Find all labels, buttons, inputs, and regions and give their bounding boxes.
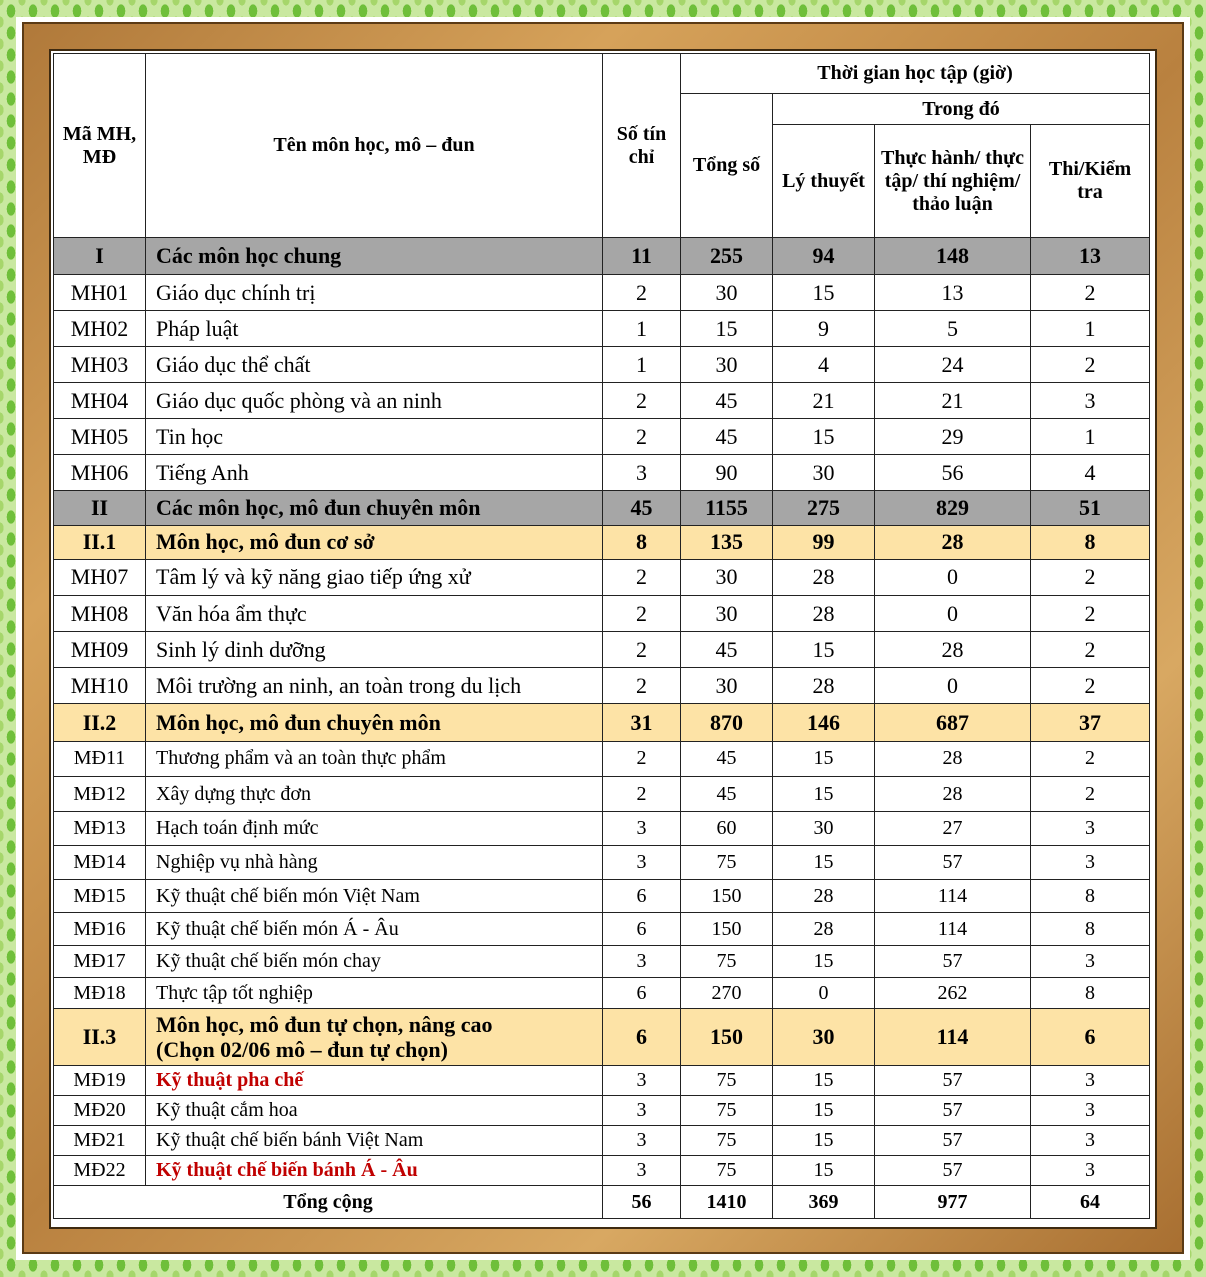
cell-code: MĐ22: [54, 1155, 146, 1185]
cell-total: 75: [681, 846, 773, 880]
header-of-which: Trong đó: [773, 94, 1150, 125]
cell-code: MH01: [54, 275, 146, 311]
cell-name: Sinh lý dinh dưỡng: [146, 631, 603, 667]
cell-total: 75: [681, 1065, 773, 1095]
cell-practice: 114: [875, 1009, 1031, 1065]
cell-theory: 4: [773, 347, 875, 383]
cell-practice: 0: [875, 667, 1031, 703]
cell-exam: 2: [1031, 741, 1150, 776]
cell-practice: 57: [875, 1125, 1031, 1155]
cell-theory: 15: [773, 419, 875, 455]
cell-total: 255: [681, 238, 773, 275]
cell-practice: 13: [875, 275, 1031, 311]
cell-total: 45: [681, 419, 773, 455]
header-time-group: Thời gian học tập (giờ): [681, 54, 1150, 94]
cell-practice: 829: [875, 491, 1031, 525]
cell-name: Môi trường an ninh, an toàn trong du lịch: [146, 667, 603, 703]
cell-credits: 2: [603, 631, 681, 667]
cell-code: MĐ14: [54, 846, 146, 880]
cell-practice: 28: [875, 631, 1031, 667]
cell-exam: 8: [1031, 978, 1150, 1009]
cell-name: Các môn học chung: [146, 238, 603, 275]
cell-practice: 56: [875, 455, 1031, 491]
cell-practice: 5: [875, 311, 1031, 347]
table-row: [54, 1009, 1150, 1065]
header-code: Mã MH, MĐ: [54, 54, 146, 238]
cell-exam: 1: [1031, 311, 1150, 347]
cell-name: Giáo dục quốc phòng và an ninh: [146, 383, 603, 419]
cell-theory: 15: [773, 275, 875, 311]
cell-total: 870: [681, 703, 773, 741]
cell-name-line1: Môn học, mô đun tự chọn, nâng cao: [156, 1011, 493, 1037]
cell-total: 90: [681, 455, 773, 491]
cell-total: 75: [681, 1125, 773, 1155]
cell-practice: 114: [875, 880, 1031, 913]
cell-total: 15: [681, 311, 773, 347]
cell-exam: 8: [1031, 880, 1150, 913]
total-practice: 977: [875, 1186, 1031, 1219]
cell-theory: 275: [773, 491, 875, 525]
cell-name: Kỹ thuật chế biến món Á - Âu: [146, 913, 603, 946]
cell-theory: 28: [773, 913, 875, 946]
header-practice: Thực hành/ thực tập/ thí nghiệm/ thảo luận: [875, 125, 1031, 238]
cell-theory: 15: [773, 846, 875, 880]
cell-total: 30: [681, 347, 773, 383]
cell-code: MH09: [54, 631, 146, 667]
table-row: [54, 238, 1150, 275]
cell-credits: 2: [603, 419, 681, 455]
cell-practice: 24: [875, 347, 1031, 383]
cell-name: Kỹ thuật cắm hoa: [146, 1095, 603, 1125]
table-row: [54, 978, 1150, 1009]
table-row: [54, 1065, 1150, 1095]
cell-code: MH07: [54, 559, 146, 595]
cell-name: Kỹ thuật chế biến món Việt Nam: [146, 880, 603, 913]
cell-name: Giáo dục thể chất: [146, 347, 603, 383]
table-row: [54, 741, 1150, 776]
cell-name: Kỹ thuật chế biến bánh Á - Âu: [146, 1155, 603, 1185]
cell-exam: 3: [1031, 1155, 1150, 1185]
cell-total: 1155: [681, 491, 773, 525]
cell-practice: 262: [875, 978, 1031, 1009]
cell-name: Giáo dục chính trị: [146, 275, 603, 311]
table-row: [54, 776, 1150, 811]
cell-name: Nghiệp vụ nhà hàng: [146, 846, 603, 880]
cell-practice: 28: [875, 525, 1031, 559]
cell-practice: 57: [875, 1155, 1031, 1185]
cell-credits: 3: [603, 1125, 681, 1155]
cell-exam: 3: [1031, 1125, 1150, 1155]
table-row: [54, 559, 1150, 595]
cell-code: MĐ21: [54, 1125, 146, 1155]
table-row: [54, 631, 1150, 667]
table-row: [54, 383, 1150, 419]
header-name: Tên môn học, mô – đun: [146, 54, 603, 238]
cell-theory: 28: [773, 595, 875, 631]
cell-name-line2: (Chọn 02/06 mô – đun tự chọn): [156, 1036, 448, 1062]
cell-total: 60: [681, 812, 773, 846]
cell-name: Môn học, mô đun cơ sở: [146, 525, 603, 559]
cell-exam: 4: [1031, 455, 1150, 491]
cell-code: I: [54, 238, 146, 275]
cell-theory: 15: [773, 776, 875, 811]
cell-practice: 148: [875, 238, 1031, 275]
cell-theory: 94: [773, 238, 875, 275]
cell-exam: 3: [1031, 383, 1150, 419]
cell-code: MĐ11: [54, 741, 146, 776]
cell-theory: 15: [773, 741, 875, 776]
cell-name: Thực tập tốt nghiệp: [146, 978, 603, 1009]
table-row: [54, 311, 1150, 347]
cell-code: MĐ16: [54, 913, 146, 946]
table-row: [54, 491, 1150, 525]
table-row: [54, 1155, 1150, 1185]
cell-total: 45: [681, 741, 773, 776]
cell-exam: 2: [1031, 595, 1150, 631]
cell-practice: 57: [875, 846, 1031, 880]
cell-practice: 57: [875, 1065, 1031, 1095]
cell-name: Xây dựng thực đơn: [146, 776, 603, 811]
cell-credits: 3: [603, 846, 681, 880]
table-row: [54, 455, 1150, 491]
cell-total: 30: [681, 559, 773, 595]
cell-practice: 21: [875, 383, 1031, 419]
cell-total: 30: [681, 275, 773, 311]
cell-credits: 3: [603, 812, 681, 846]
cell-theory: 99: [773, 525, 875, 559]
cell-credits: 6: [603, 978, 681, 1009]
cell-code: MĐ20: [54, 1095, 146, 1125]
cell-credits: 6: [603, 913, 681, 946]
cell-code: MH02: [54, 311, 146, 347]
cell-theory: 15: [773, 1095, 875, 1125]
table-row: [54, 1125, 1150, 1155]
cell-theory: 15: [773, 631, 875, 667]
cell-total: 150: [681, 880, 773, 913]
cell-total: 75: [681, 1095, 773, 1125]
cell-credits: 45: [603, 491, 681, 525]
cell-practice: 57: [875, 1095, 1031, 1125]
cell-practice: 28: [875, 741, 1031, 776]
cell-practice: 0: [875, 559, 1031, 595]
cell-exam: 37: [1031, 703, 1150, 741]
cell-total: 135: [681, 525, 773, 559]
header-theory: Lý thuyết: [773, 125, 875, 238]
cell-total: 270: [681, 978, 773, 1009]
cell-theory: 15: [773, 946, 875, 978]
total-hours: 1410: [681, 1186, 773, 1219]
cell-credits: 8: [603, 525, 681, 559]
cell-total: 30: [681, 667, 773, 703]
cell-code: MĐ18: [54, 978, 146, 1009]
cell-code: MH04: [54, 383, 146, 419]
cell-code: MH08: [54, 595, 146, 631]
table-row: [54, 595, 1150, 631]
cell-name: Các môn học, mô đun chuyên môn: [146, 491, 603, 525]
cell-credits: 2: [603, 667, 681, 703]
cell-name: Kỹ thuật chế biến bánh Việt Nam: [146, 1125, 603, 1155]
cell-exam: 8: [1031, 525, 1150, 559]
cell-code: II.3: [54, 1009, 146, 1065]
cell-total: 150: [681, 913, 773, 946]
cell-theory: 15: [773, 1065, 875, 1095]
cell-practice: 28: [875, 776, 1031, 811]
cell-name: Pháp luật: [146, 311, 603, 347]
cell-name: Tin học: [146, 419, 603, 455]
cell-code: MH03: [54, 347, 146, 383]
cell-name: Kỹ thuật pha chế: [146, 1065, 603, 1095]
cell-total: 45: [681, 776, 773, 811]
cell-credits: 2: [603, 383, 681, 419]
cell-credits: 6: [603, 880, 681, 913]
table-row: [54, 667, 1150, 703]
total-theory: 369: [773, 1186, 875, 1219]
cell-theory: 28: [773, 880, 875, 913]
cell-theory: 28: [773, 667, 875, 703]
cell-credits: 2: [603, 595, 681, 631]
cell-exam: 2: [1031, 631, 1150, 667]
cell-name: Thương phẩm và an toàn thực phẩm: [146, 741, 603, 776]
cell-total: 30: [681, 595, 773, 631]
cell-name: Hạch toán định mức: [146, 812, 603, 846]
cell-name: Kỹ thuật chế biến món chay: [146, 946, 603, 978]
cell-credits: 2: [603, 559, 681, 595]
cell-exam: 3: [1031, 812, 1150, 846]
curriculum-table: [53, 53, 1150, 1219]
cell-credits: 3: [603, 455, 681, 491]
cell-credits: 3: [603, 946, 681, 978]
cell-credits: 2: [603, 275, 681, 311]
cell-name: Môn học, mô đun chuyên môn: [146, 703, 603, 741]
cell-code: MH05: [54, 419, 146, 455]
cell-total: 45: [681, 631, 773, 667]
table-row: [54, 275, 1150, 311]
cell-code: II.2: [54, 703, 146, 741]
cell-theory: 15: [773, 1155, 875, 1185]
cell-code: MH10: [54, 667, 146, 703]
cell-code: MĐ17: [54, 946, 146, 978]
total-credits: 56: [603, 1186, 681, 1219]
total-label: Tổng cộng: [54, 1186, 603, 1219]
cell-credits: 1: [603, 311, 681, 347]
cell-name: Tâm lý và kỹ năng giao tiếp ứng xử: [146, 559, 603, 595]
cell-practice: 57: [875, 946, 1031, 978]
cell-exam: 13: [1031, 238, 1150, 275]
cell-exam: 6: [1031, 1009, 1150, 1065]
table-row: [54, 419, 1150, 455]
cell-credits: 11: [603, 238, 681, 275]
header-exam: Thi/Kiểm tra: [1031, 125, 1150, 238]
cell-theory: 146: [773, 703, 875, 741]
cell-exam: 8: [1031, 913, 1150, 946]
cell-exam: 3: [1031, 846, 1150, 880]
cell-name: [146, 1009, 603, 1065]
cell-exam: 2: [1031, 667, 1150, 703]
cell-exam: 3: [1031, 946, 1150, 978]
cell-credits: 3: [603, 1065, 681, 1095]
cell-practice: 687: [875, 703, 1031, 741]
cell-exam: 1: [1031, 419, 1150, 455]
header-total: Tổng số: [681, 94, 773, 238]
cell-practice: 29: [875, 419, 1031, 455]
cell-name: Tiếng Anh: [146, 455, 603, 491]
cell-theory: 15: [773, 1125, 875, 1155]
cell-name: Văn hóa ẩm thực: [146, 595, 603, 631]
cell-theory: 0: [773, 978, 875, 1009]
cell-theory: 9: [773, 311, 875, 347]
cell-exam: 2: [1031, 347, 1150, 383]
cell-theory: 30: [773, 1009, 875, 1065]
table-row: [54, 347, 1150, 383]
cell-code: MĐ12: [54, 776, 146, 811]
cell-exam: 3: [1031, 1095, 1150, 1125]
cell-theory: 21: [773, 383, 875, 419]
table-row: [54, 913, 1150, 946]
cell-exam: 2: [1031, 776, 1150, 811]
cell-code: MĐ13: [54, 812, 146, 846]
cell-practice: 114: [875, 913, 1031, 946]
table-row: [54, 525, 1150, 559]
cell-credits: 6: [603, 1009, 681, 1065]
total-row: [54, 1186, 1150, 1219]
cell-credits: 3: [603, 1095, 681, 1125]
cell-code: II.1: [54, 525, 146, 559]
cell-credits: 31: [603, 703, 681, 741]
table-row: [54, 946, 1150, 978]
cell-total: 75: [681, 1155, 773, 1185]
cell-practice: 27: [875, 812, 1031, 846]
cell-code: MĐ19: [54, 1065, 146, 1095]
total-exam: 64: [1031, 1186, 1150, 1219]
table-row: [54, 880, 1150, 913]
cell-code: MĐ15: [54, 880, 146, 913]
table-row: [54, 812, 1150, 846]
cell-code: II: [54, 491, 146, 525]
table-row: [54, 846, 1150, 880]
table-row: [54, 1095, 1150, 1125]
cell-practice: 0: [875, 595, 1031, 631]
cell-theory: 28: [773, 559, 875, 595]
cell-total: 45: [681, 383, 773, 419]
cell-credits: 3: [603, 1155, 681, 1185]
cell-theory: 30: [773, 812, 875, 846]
cell-theory: 30: [773, 455, 875, 491]
cell-code: MH06: [54, 455, 146, 491]
cell-exam: 3: [1031, 1065, 1150, 1095]
header-credits: Số tín chỉ: [603, 54, 681, 238]
cell-credits: 2: [603, 776, 681, 811]
cell-exam: 2: [1031, 275, 1150, 311]
cell-total: 75: [681, 946, 773, 978]
table-row: [54, 703, 1150, 741]
cell-credits: 1: [603, 347, 681, 383]
cell-exam: 2: [1031, 559, 1150, 595]
cell-credits: 2: [603, 741, 681, 776]
cell-total: 150: [681, 1009, 773, 1065]
cell-exam: 51: [1031, 491, 1150, 525]
